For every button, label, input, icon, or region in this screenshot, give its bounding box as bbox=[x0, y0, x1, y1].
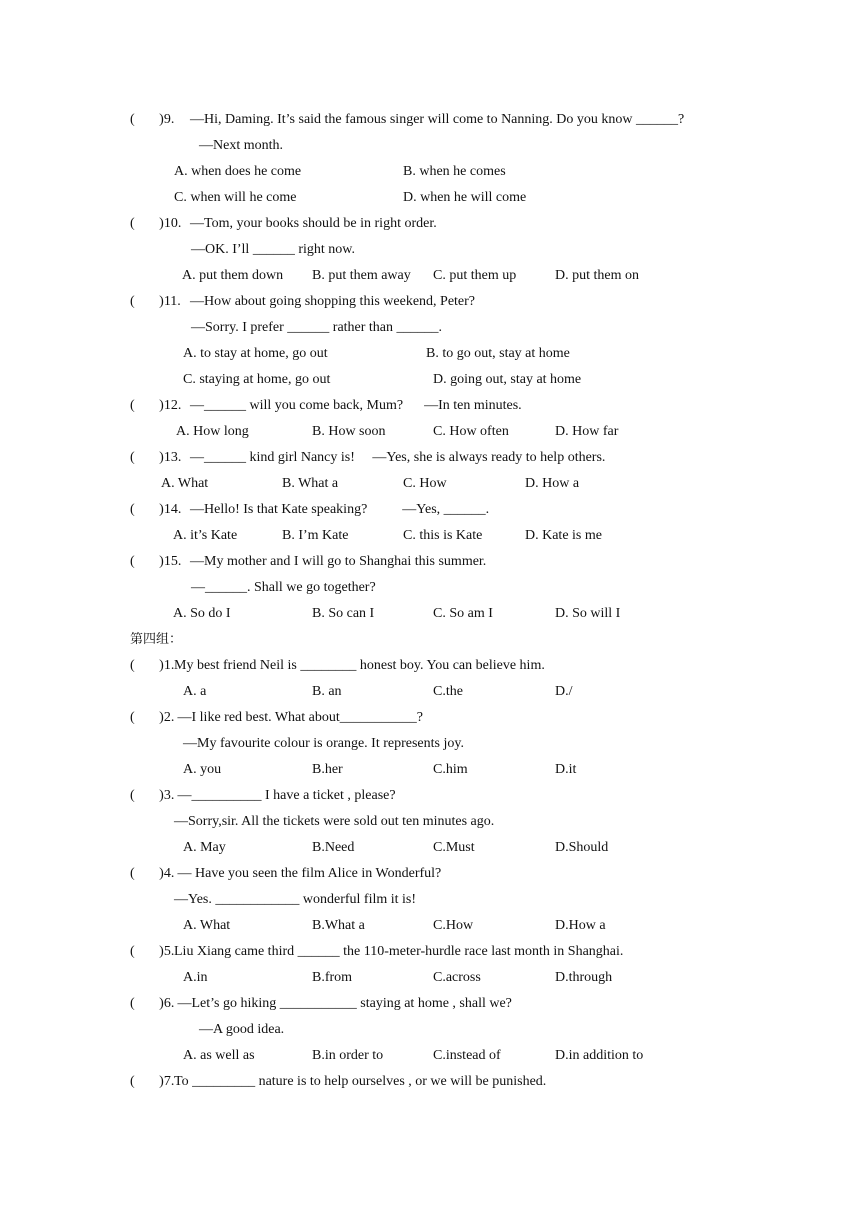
q15-number: ( )15. bbox=[130, 554, 182, 569]
g4-q3-option-c: C.Must bbox=[433, 840, 475, 855]
g4-q5-option-b: B.from bbox=[312, 970, 353, 985]
q14-option-b: B. I’m Kate bbox=[282, 528, 349, 543]
g4-q3-option-a: A. May bbox=[183, 840, 226, 855]
q9-option-b: B. when he comes bbox=[403, 164, 506, 179]
g4-q1-prompt: My best friend Neil is ________ honest boy. You can believe him. bbox=[174, 658, 545, 673]
g4-q6-option-b: B.in order to bbox=[312, 1048, 384, 1063]
g4-q2-reply: —My favourite colour is orange. It represents joy. bbox=[183, 736, 464, 751]
q12-option-a: A. How long bbox=[176, 424, 249, 439]
g4-q6-number: ( )6. bbox=[130, 996, 175, 1011]
g4-q5-number: ( )5. bbox=[130, 944, 175, 959]
q15-option-c: C. So am I bbox=[433, 606, 493, 621]
g4-q3-reply: —Sorry,sir. All the tickets were sold out ten minutes ago. bbox=[174, 814, 495, 829]
q15-option-a: A. So do I bbox=[173, 606, 231, 621]
g4-q4-number: ( )4. bbox=[130, 866, 175, 881]
g4-q1-option-d: D./ bbox=[555, 684, 573, 699]
g4-q4-reply: —Yes. ____________ wonderful film it is! bbox=[174, 892, 417, 907]
q9-option-c: C. when will he come bbox=[174, 190, 297, 205]
q10-option-d: D. put them on bbox=[555, 268, 639, 283]
g4-q5-option-d: D.through bbox=[555, 970, 613, 985]
q11-option-d: D. going out, stay at home bbox=[433, 372, 582, 387]
q11-option-b: B. to go out, stay at home bbox=[426, 346, 570, 361]
q11-reply: —Sorry. I prefer ______ rather than ______. bbox=[191, 320, 443, 335]
q12-option-c: C. How often bbox=[433, 424, 509, 439]
g4-q5-prompt: Liu Xiang came third ______ the 110-meter-hurdle race last month in Shanghai. bbox=[174, 944, 624, 959]
g4-q6-option-a: A. as well as bbox=[183, 1048, 255, 1063]
g4-q4-prompt: — Have you seen the film Alice in Wonderful? bbox=[174, 866, 442, 881]
q14-option-d: D. Kate is me bbox=[525, 528, 602, 543]
g4-q2-option-d: D.it bbox=[555, 762, 577, 777]
q13-option-a: A. What bbox=[161, 476, 209, 491]
q13-prompt: —______ kind girl Nancy is! —Yes, she is always ready to help others. bbox=[190, 450, 606, 465]
g4-q2-number: ( )2. bbox=[130, 710, 175, 725]
q13-option-d: D. How a bbox=[525, 476, 580, 491]
g4-q6-reply: —A good idea. bbox=[199, 1022, 285, 1037]
q10-option-b: B. put them away bbox=[312, 268, 411, 283]
q9-option-a: A. when does he come bbox=[174, 164, 302, 179]
g4-q2-option-b: B.her bbox=[312, 762, 343, 777]
q15-prompt: —My mother and I will go to Shanghai this summer. bbox=[190, 554, 487, 569]
g4-q3-option-b: B.Need bbox=[312, 840, 355, 855]
g4-q6-option-d: D.in addition to bbox=[555, 1048, 644, 1063]
g4-q4-option-a: A. What bbox=[183, 918, 231, 933]
q11-option-a: A. to stay at home, go out bbox=[183, 346, 328, 361]
q10-option-c: C. put them up bbox=[433, 268, 517, 283]
g4-q3-number: ( )3. bbox=[130, 788, 175, 803]
q15-reply: —______. Shall we go together? bbox=[191, 580, 376, 595]
g4-q4-option-c: C.How bbox=[433, 918, 474, 933]
q11-number: ( )11. bbox=[130, 294, 181, 309]
q13-option-c: C. How bbox=[403, 476, 447, 491]
q14-number: ( )14. bbox=[130, 502, 182, 517]
q13-number: ( )13. bbox=[130, 450, 182, 465]
q12-prompt: —______ will you come back, Mum? —In ten minutes. bbox=[190, 398, 522, 413]
g4-q1-option-c: C.the bbox=[433, 684, 463, 699]
q14-option-a: A. it’s Kate bbox=[173, 528, 238, 543]
g4-q1-option-b: B. an bbox=[312, 684, 342, 699]
q12-option-b: B. How soon bbox=[312, 424, 386, 439]
q12-number: ( )12. bbox=[130, 398, 182, 413]
q13-option-b: B. What a bbox=[282, 476, 339, 491]
q9-reply: —Next month. bbox=[199, 138, 283, 153]
g4-q3-prompt: —__________ I have a ticket , please? bbox=[174, 788, 396, 803]
g4-q1-number: ( )1. bbox=[130, 658, 175, 673]
q9-prompt: —Hi, Daming. It’s said the famous singer will come to Nanning. Do you know ______? bbox=[190, 112, 685, 127]
g4-q6-option-c: C.instead of bbox=[433, 1048, 501, 1063]
q14-option-c: C. this is Kate bbox=[403, 528, 483, 543]
q9-option-d: D. when he will come bbox=[403, 190, 527, 205]
g4-q4-option-d: D.How a bbox=[555, 918, 606, 933]
g4-q2-option-c: C.him bbox=[433, 762, 468, 777]
g4-q5-option-c: C.across bbox=[433, 970, 481, 985]
q15-option-d: D. So will I bbox=[555, 606, 621, 621]
g4-q1-option-a: A. a bbox=[183, 684, 207, 699]
q9-number: ( )9. bbox=[130, 112, 175, 127]
g4-q2-option-a: A. you bbox=[183, 762, 222, 777]
q10-option-a: A. put them down bbox=[182, 268, 284, 283]
q10-prompt: —Tom, your books should be in right order. bbox=[190, 216, 437, 231]
q10-reply: —OK. I’ll ______ right now. bbox=[191, 242, 355, 257]
g4-q7-prompt: To _________ nature is to help ourselves , or we will be punished. bbox=[174, 1074, 547, 1089]
g4-q6-prompt: —Let’s go hiking ___________ staying at home , shall we? bbox=[174, 996, 512, 1011]
section-heading: 第四组： bbox=[130, 632, 183, 647]
g4-q7-number: ( )7. bbox=[130, 1074, 175, 1089]
g4-q5-option-a: A.in bbox=[183, 970, 208, 985]
q15-option-b: B. So can I bbox=[312, 606, 375, 621]
g4-q2-prompt: —I like red best. What about___________? bbox=[174, 710, 423, 725]
q10-number: ( )10. bbox=[130, 216, 182, 231]
q14-prompt: —Hello! Is that Kate speaking? —Yes, ______. bbox=[190, 502, 490, 517]
q11-option-c: C. staying at home, go out bbox=[183, 372, 331, 387]
g4-q4-option-b: B.What a bbox=[312, 918, 365, 933]
g4-q3-option-d: D.Should bbox=[555, 840, 609, 855]
q11-prompt: —How about going shopping this weekend, Peter? bbox=[190, 294, 476, 309]
q12-option-d: D. How far bbox=[555, 424, 619, 439]
